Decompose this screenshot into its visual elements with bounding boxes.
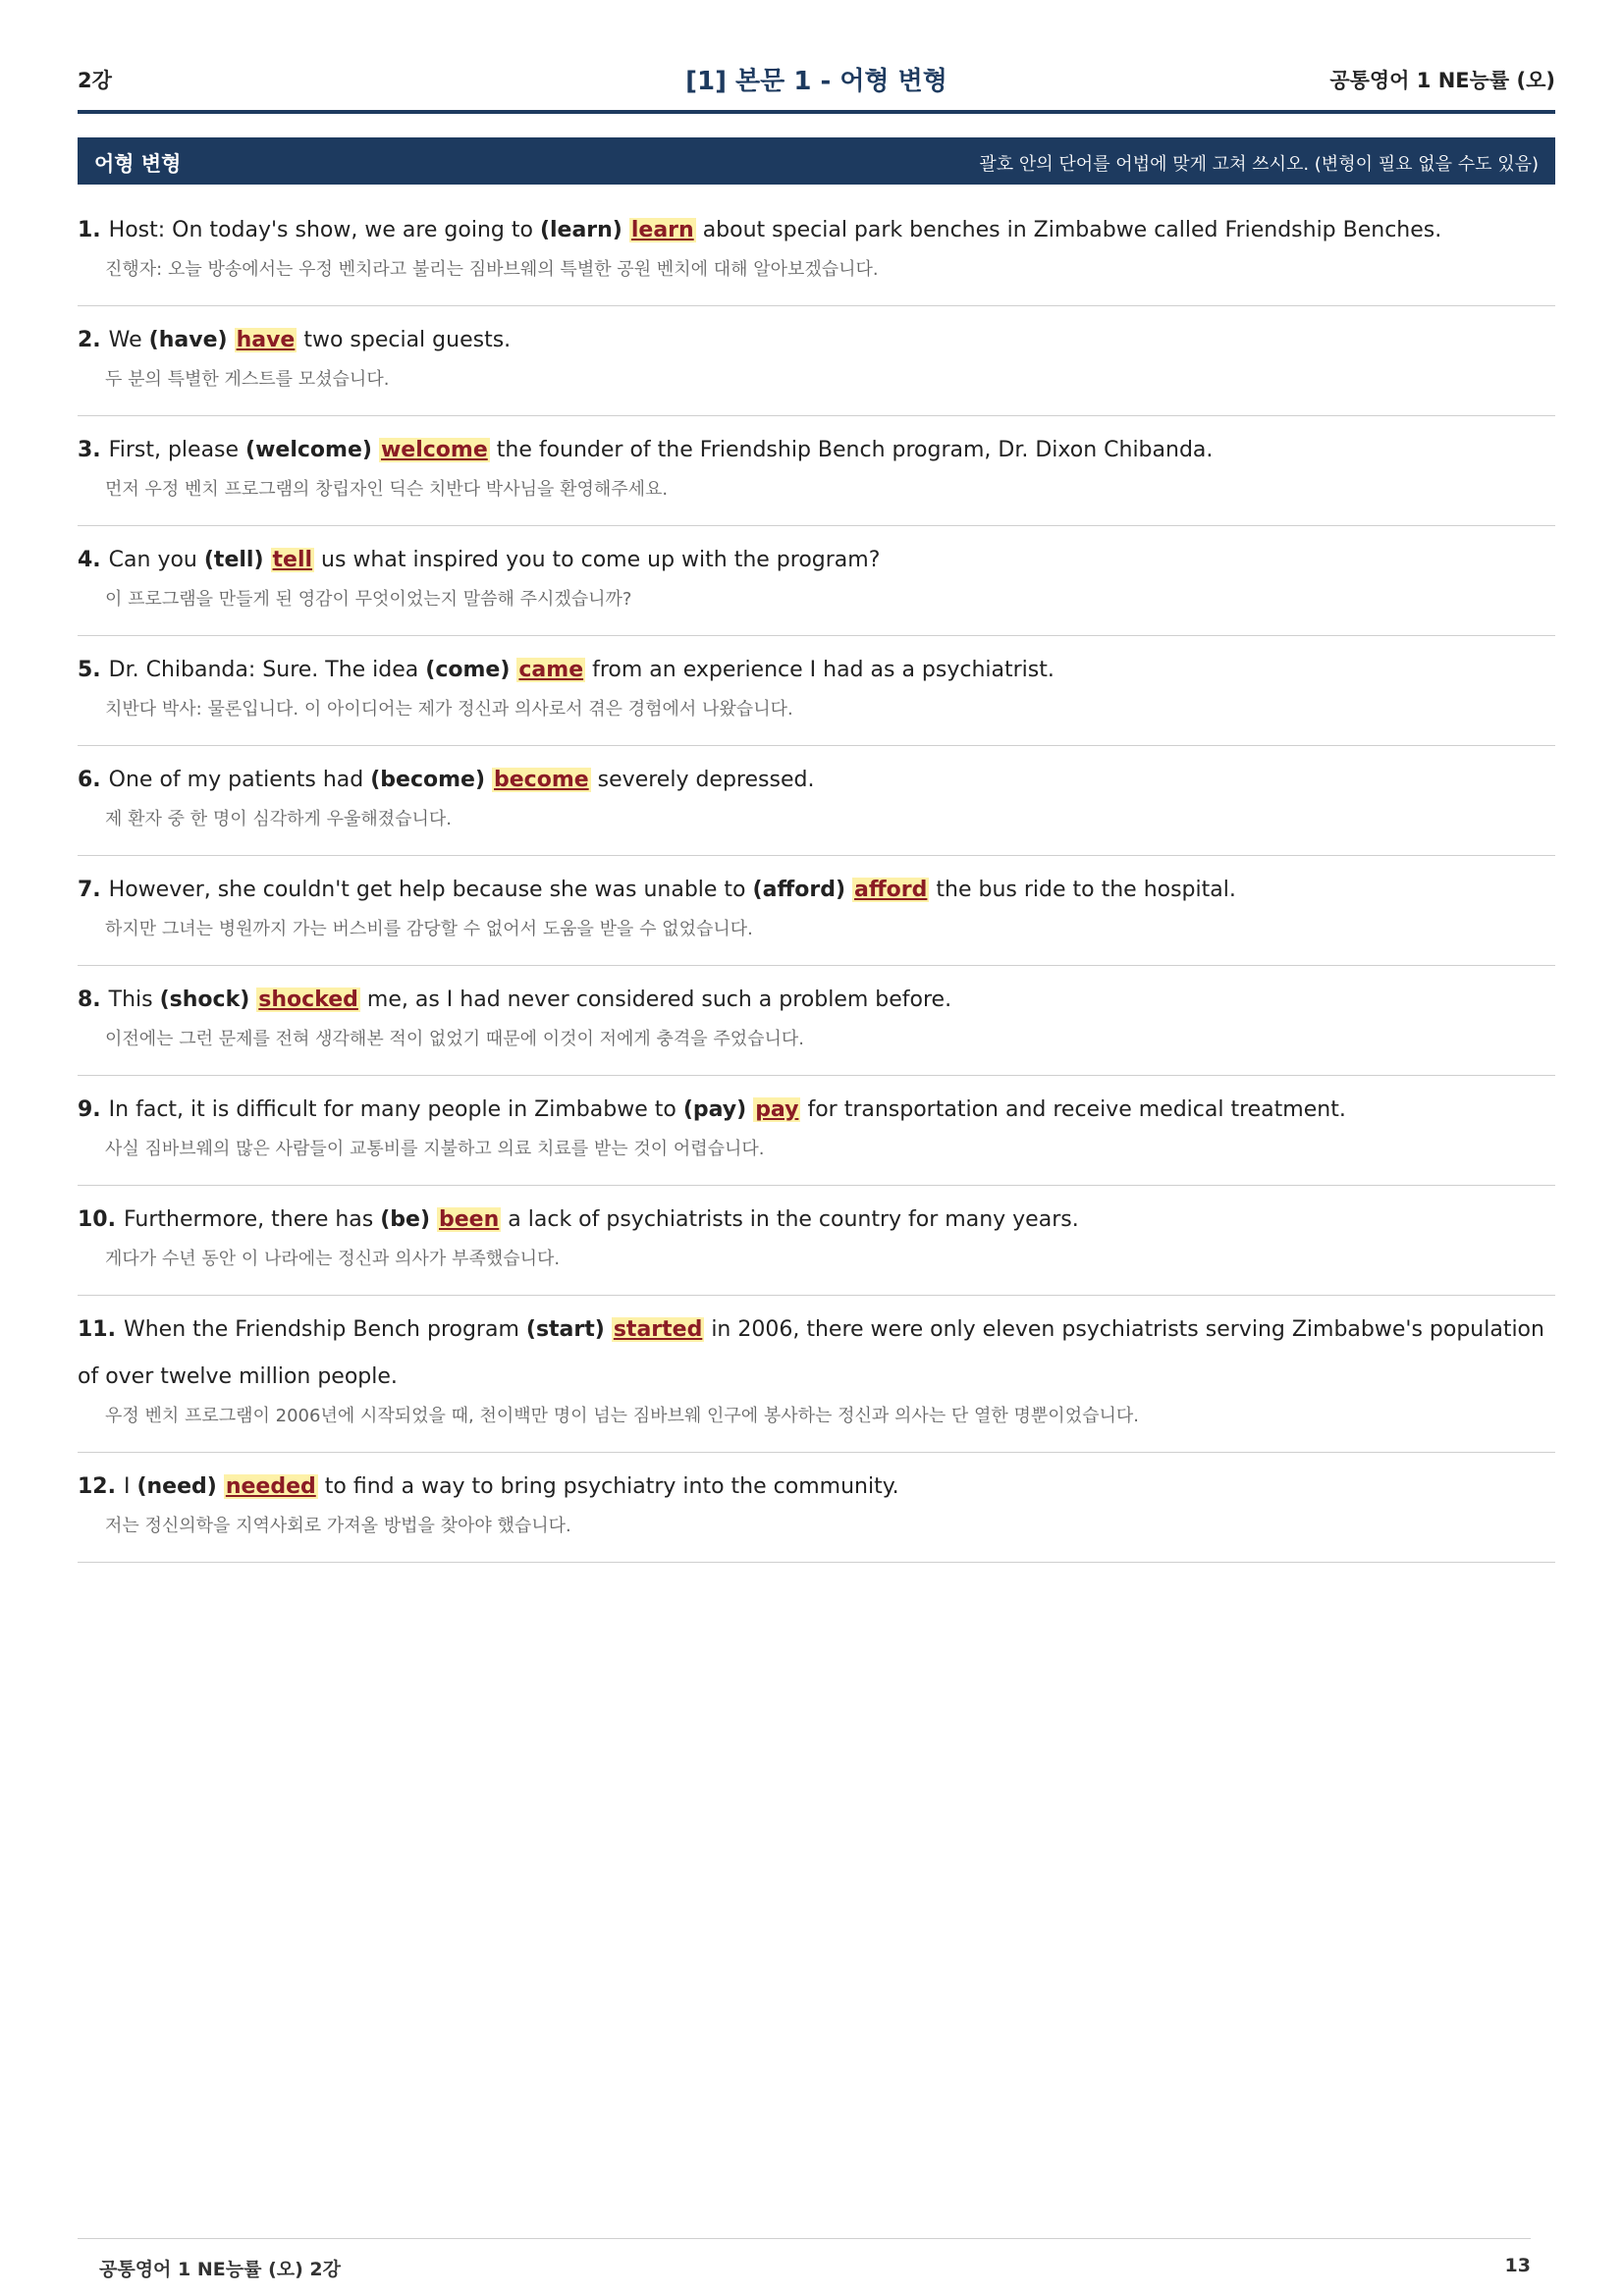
answer-word: started <box>613 1317 703 1342</box>
sentence-space <box>217 1474 224 1499</box>
english-sentence <box>78 427 1555 474</box>
sentence-space <box>485 768 492 792</box>
english-sentence <box>78 1197 1555 1244</box>
korean-translation: 두 분의 특별한 게스트를 모셨습니다. <box>105 369 390 390</box>
item-number: 3. <box>78 438 101 462</box>
word-hint: (tell) <box>203 548 264 572</box>
korean-translation: 사실 짐바브웨의 많은 사람들이 교통비를 지불하고 의료 치료를 받는 것이 어렵습니다. <box>105 1139 765 1159</box>
item-number: 7. <box>78 878 101 902</box>
footer-label: 공통영어 1 NE능률 (오) 2강 <box>99 2259 341 2280</box>
sentence-text-after: me, as I had never considered such a problem before. <box>359 988 952 1012</box>
sentence-text-before: This <box>108 988 160 1012</box>
page-number: 13 <box>1504 2255 1531 2276</box>
sentence-text-before: Can you <box>108 548 204 572</box>
word-hint: (pay) <box>682 1097 747 1122</box>
answer-word: been <box>439 1207 500 1232</box>
exercise-item <box>78 1296 1555 1453</box>
section-title: 어형 변형 <box>94 152 182 176</box>
korean-translation: 먼저 우정 벤치 프로그램의 창립자인 딕슨 치반다 박사님을 환영해주세요. <box>105 479 669 500</box>
korean-translation: 이전에는 그런 문제를 전혀 생각해본 적이 없었기 때문에 이것이 저에게 충격을 주었습니다. <box>105 1029 805 1049</box>
sentence-text-before: We <box>108 328 149 352</box>
english-sentence <box>78 1087 1555 1134</box>
answer-word: afford <box>854 878 928 902</box>
word-hint: (afford) <box>752 878 846 902</box>
item-number: 9. <box>78 1097 101 1122</box>
word-hint: (shock) <box>159 988 250 1012</box>
section-banner <box>78 137 1555 185</box>
item-number: 12. <box>78 1474 116 1499</box>
course-label: 공통영어 1 NE능률 (오) <box>1329 69 1555 92</box>
sentence-text-after: to find a way to bring psychiatry into the community. <box>317 1474 899 1499</box>
item-number: 8. <box>78 988 101 1012</box>
sentence-text-before: When the Friendship Bench program <box>123 1317 526 1342</box>
sentence-text-after: a lack of psychiatrists in the country for many years. <box>501 1207 1079 1232</box>
answer-word: learn <box>630 218 694 242</box>
sentence-space <box>372 438 379 462</box>
english-sentence <box>78 1307 1555 1401</box>
english-sentence <box>78 537 1555 584</box>
sentence-text-before: Host: On today's show, we are going to <box>108 218 540 242</box>
word-hint: (become) <box>370 768 486 792</box>
word-hint: (be) <box>380 1207 431 1232</box>
lesson-label: 2강 <box>78 69 112 92</box>
answer-word: came <box>518 658 584 682</box>
sentence-text-after: from an experience I had as a psychiatrist. <box>585 658 1055 682</box>
exercise-item <box>78 856 1555 966</box>
sentence-text-before: Furthermore, there has <box>123 1207 381 1232</box>
english-sentence <box>78 317 1555 364</box>
sentence-space <box>228 328 235 352</box>
exercise-item <box>78 416 1555 526</box>
sentence-text-after: us what inspired you to come up with the program? <box>314 548 881 572</box>
item-number: 6. <box>78 768 101 792</box>
english-sentence <box>78 207 1555 254</box>
item-number: 5. <box>78 658 101 682</box>
exercise-item <box>78 306 1555 416</box>
answer-word: shocked <box>258 988 358 1012</box>
sentence-space <box>430 1207 437 1232</box>
korean-translation: 우정 벤치 프로그램이 2006년에 시작되었을 때, 천이백만 명이 넘는 짐바브웨 인구에 봉사하는 정신과 의사는 단 열한 명뿐이었습니다. <box>105 1406 1139 1426</box>
sentence-space <box>622 218 629 242</box>
item-number: 1. <box>78 218 101 242</box>
english-sentence <box>78 867 1555 914</box>
english-sentence <box>78 757 1555 804</box>
word-hint: (come) <box>425 658 511 682</box>
sentence-text-before: However, she couldn't get help because she was unable to <box>108 878 753 902</box>
sentence-text-after: the bus ride to the hospital. <box>929 878 1236 902</box>
item-number: 10. <box>78 1207 116 1232</box>
answer-word: welcome <box>380 438 488 462</box>
word-hint: (need) <box>136 1474 217 1499</box>
page-title: [1] 본문 1 - 어형 변형 <box>685 67 947 96</box>
answer-word: tell <box>272 548 313 572</box>
answer-word: have <box>236 328 296 352</box>
exercise-item <box>78 636 1555 746</box>
page-footer <box>78 2238 1531 2278</box>
korean-translation: 치반다 박사: 물론입니다. 이 아이디어는 제가 정신과 의사로서 겪은 경험에서 나왔습니다. <box>105 699 793 720</box>
english-sentence <box>78 977 1555 1024</box>
sentence-text-before: I <box>123 1474 137 1499</box>
exercise-item <box>78 746 1555 856</box>
sentence-space <box>845 878 852 902</box>
korean-translation: 진행자: 오늘 방송에서는 우정 벤치라고 불리는 짐바브웨의 특별한 공원 벤치에 대해 알아보겠습니다. <box>105 259 879 280</box>
exercise-item <box>78 526 1555 636</box>
section-instruction: 괄호 안의 단어를 어법에 맞게 고쳐 쓰시오. (변형이 필요 없을 수도 있음) <box>979 154 1539 175</box>
sentence-space <box>264 548 271 572</box>
item-number: 11. <box>78 1317 116 1342</box>
sentence-text-before: First, please <box>108 438 246 462</box>
sentence-text-after: severely depressed. <box>590 768 815 792</box>
sentence-text-before: In fact, it is difficult for many people in Zimbabwe to <box>108 1097 683 1122</box>
sentence-space <box>605 1317 612 1342</box>
page-header <box>78 61 1555 114</box>
sentence-text-before: Dr. Chibanda: Sure. The idea <box>108 658 426 682</box>
word-hint: (have) <box>148 328 228 352</box>
korean-translation: 제 환자 중 한 명이 심각하게 우울해졌습니다. <box>105 809 453 829</box>
exercise-item <box>78 1076 1555 1186</box>
sentence-text-before: One of my patients had <box>108 768 371 792</box>
sentence-text-after: for transportation and receive medical treatment. <box>800 1097 1346 1122</box>
answer-word: become <box>494 768 589 792</box>
exercise-item <box>78 196 1555 306</box>
word-hint: (welcome) <box>245 438 372 462</box>
item-number: 2. <box>78 328 101 352</box>
word-hint: (start) <box>525 1317 605 1342</box>
exercise-item <box>78 1186 1555 1296</box>
korean-translation: 이 프로그램을 만들게 된 영감이 무엇이었는지 말씀해 주시겠습니까? <box>105 589 632 610</box>
item-number: 4. <box>78 548 101 572</box>
sentence-text-after: two special guests. <box>297 328 512 352</box>
sentence-text-after: about special park benches in Zimbabwe called Friendship Benches. <box>695 218 1442 242</box>
answer-word: needed <box>225 1474 316 1499</box>
exercise-list <box>78 196 1555 1563</box>
korean-translation: 게다가 수년 동안 이 나라에는 정신과 의사가 부족했습니다. <box>105 1249 561 1269</box>
exercise-item <box>78 1453 1555 1563</box>
answer-word: pay <box>755 1097 799 1122</box>
sentence-text-after: the founder of the Friendship Bench program, Dr. Dixon Chibanda. <box>489 438 1214 462</box>
korean-translation: 하지만 그녀는 병원까지 가는 버스비를 감당할 수 없어서 도움을 받을 수 없었습니다. <box>105 919 753 939</box>
english-sentence <box>78 647 1555 694</box>
english-sentence <box>78 1464 1555 1511</box>
word-hint: (learn) <box>539 218 622 242</box>
exercise-item <box>78 966 1555 1076</box>
korean-translation: 저는 정신의학을 지역사회로 가져올 방법을 찾아야 했습니다. <box>105 1516 571 1536</box>
sentence-text-after: in 2006, there were only eleven psychiatrists serving Zimbabwe's population of over twelve million people. <box>78 1317 1544 1389</box>
